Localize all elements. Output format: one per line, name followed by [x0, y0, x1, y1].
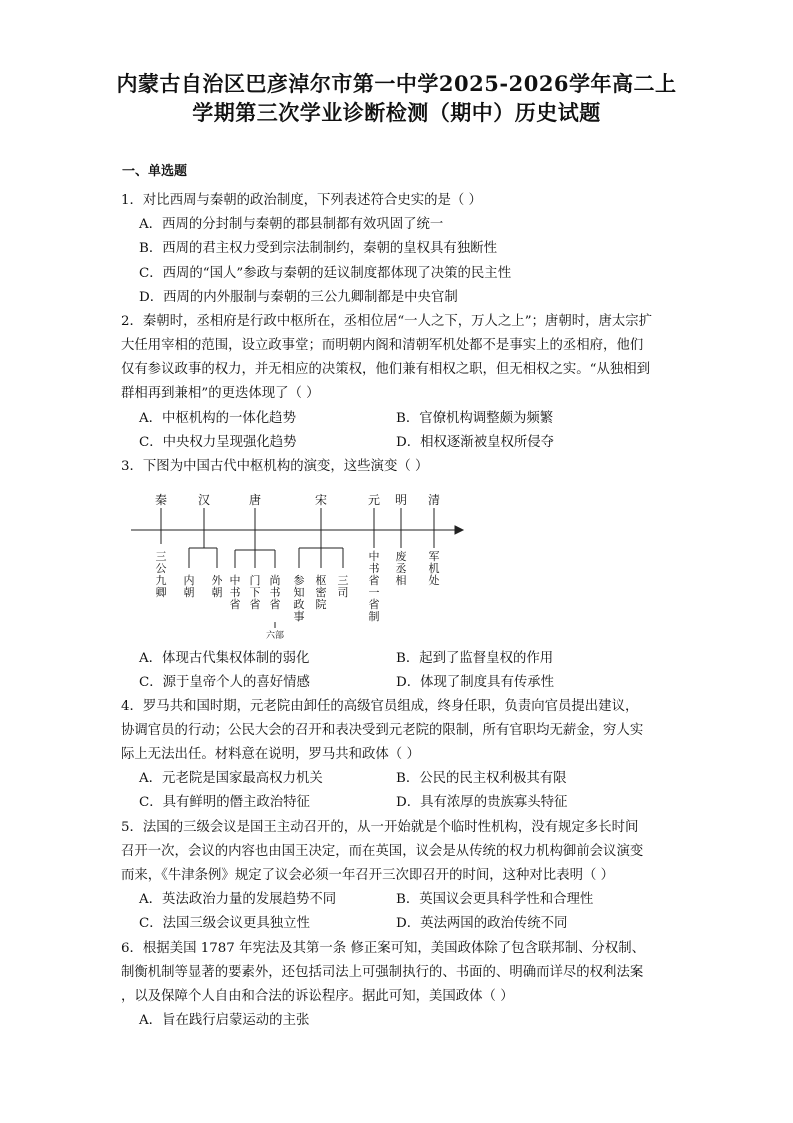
organ-menxiasheng: 门下省 [249, 574, 261, 611]
q5-stem-line1: 5．法国的三级会议是国王主动召开的，从一开始就是个临时性机构，没有规定多长时间 [121, 820, 639, 835]
organ-canzhi-zhengshi: 参知政事 [293, 574, 305, 623]
q2-option-a: A．中枢机构的一体化趋势 [139, 411, 296, 426]
central-institutions-timeline-diagram [125, 488, 470, 644]
organ-junjichu: 军机处 [428, 550, 440, 587]
q5-option-b: B．英国议会更具科学性和合理性 [396, 892, 594, 907]
dynasty-song: 宋 [314, 493, 328, 507]
liubu-label: 六部 [265, 631, 285, 641]
q6-option-a: A．旨在践行启蒙运动的主张 [139, 1013, 310, 1028]
q4-option-d: D．具有浓厚的贵族寡头特征 [396, 795, 568, 810]
q3-option-a: A．体现古代集权体制的弱化 [139, 651, 310, 666]
organ-zhongshusheng: 中书省 [229, 574, 241, 611]
q4-stem-line2: 协调官员的行动；公民大会的召开和表决受到元老院的限制，所有官职均无薪金，穷人实 [121, 723, 644, 738]
q2-stem-line2: 大任用宰相的范围，设立政事堂；而明朝内阁和清朝军机处都不是事实上的丞相府，他们 [121, 338, 644, 353]
q6-stem-line3: ，以及保障个人自由和合法的诉讼程序。据此可知，美国政体（ ） [121, 989, 514, 1004]
section-heading: 一、单选题 [122, 164, 188, 179]
dynasty-han: 汉 [197, 493, 211, 507]
organ-fei-chengxiang: 废丞相 [395, 550, 407, 587]
organ-zhongshusheng-yishengzhi: 中书省一省制 [368, 550, 380, 623]
q5-option-c: C．法国三级会议更具独立性 [139, 916, 310, 931]
organ-sansi: 三司 [337, 574, 349, 599]
q1-option-c: C．西周的“国人”参政与秦朝的廷议制度都体现了决策的民主性 [139, 266, 512, 281]
q1-option-a: A．西周的分封制与秦朝的郡县制都有效巩固了统一 [139, 217, 444, 232]
q2-option-b: B．官僚机构调整颇为频繁 [396, 411, 554, 426]
q3-option-b: B．起到了监督皇权的作用 [396, 651, 554, 666]
organ-neichao: 内朝 [183, 574, 195, 599]
dynasty-qin: 秦 [154, 493, 168, 507]
organ-shumiyuan: 枢密院 [315, 574, 327, 611]
exam-title-line2: 学期第三次学业诊断检测（期中）历史试题 [192, 100, 601, 125]
q1-stem: 1．对比西周与秦朝的政治制度，下列表述符合史实的是（ ） [121, 193, 482, 208]
organ-waichao: 外朝 [211, 574, 223, 599]
q3-option-d: D．体现了制度具有传承性 [396, 675, 555, 690]
q1-option-b: B．西周的君主权力受到宗法制制约，秦朝的皇权具有独断性 [139, 241, 497, 256]
exam-title-line1: 内蒙古自治区巴彦淖尔市第一中学2025-2026学年高二上 [116, 71, 677, 96]
q5-stem-line3: 而来，《牛津条例》规定了议会必须一年召开三次即召开的时间，这种对比表明（ ） [121, 868, 615, 883]
dynasty-ming: 明 [394, 493, 408, 507]
q6-stem-line2: 制衡机制等显著的要素外，还包括司法上可强制执行的、书面的、明确而详尽的权利法案 [121, 965, 644, 980]
dynasty-tang: 唐 [248, 493, 262, 507]
q3-option-c: C．源于皇帝个人的喜好情感 [139, 675, 310, 690]
organ-sangong-jiuqing: 三公九卿 [155, 550, 167, 599]
q3-stem: 3．下图为中国古代中枢机构的演变，这些演变（ ） [121, 459, 429, 474]
organ-shangshusheng: 尚书省 [269, 574, 281, 611]
q5-option-d: D．英法两国的政治传统不同 [396, 916, 568, 931]
dynasty-qing: 清 [427, 493, 441, 507]
q2-option-d: D．相权逐渐被皇权所侵夺 [396, 435, 555, 450]
q4-stem-line3: 际上无法出任。材料意在说明，罗马共和政体（ ） [121, 747, 420, 762]
q2-option-c: C．中央权力呈现强化趋势 [139, 435, 297, 450]
q6-stem-line1: 6．根据美国 1787 年宪法及其第一条 修正案可知，美国政体除了包含联邦制、分权制、 [121, 941, 646, 956]
q2-stem-line4: 群相再到兼相”的更迭体现了（ ） [121, 386, 320, 401]
q5-stem-line2: 召开一次，会议的内容也由国王决定，而在英国，议会是从传统的权力机构御前会议演变 [121, 844, 644, 859]
q1-option-d: D．西周的内外服制与秦朝的三公九卿制都是中央官制 [139, 290, 458, 305]
q4-option-b: B．公民的民主权利极其有限 [396, 771, 567, 786]
q2-stem-line3: 仅有参议政事的权力，并无相应的决策权，他们兼有相权之职，但无相权之实。“从独相到 [121, 362, 651, 377]
q2-stem-line1: 2．秦朝时，丞相府是行政中枢所在，丞相位居“一人之下，万人之上”；唐朝时，唐太宗扩 [121, 314, 653, 329]
dynasty-yuan: 元 [367, 493, 381, 507]
q4-stem-line1: 4．罗马共和国时期，元老院由卸任的高级官员组成，终身任职，负责向官员提出建议， [121, 699, 639, 714]
q4-option-a: A．元老院是国家最高权力机关 [139, 771, 323, 786]
q4-option-c: C．具有鲜明的僭主政治特征 [139, 795, 310, 810]
q5-option-a: A．英法政治力量的发展趋势不同 [139, 892, 337, 907]
